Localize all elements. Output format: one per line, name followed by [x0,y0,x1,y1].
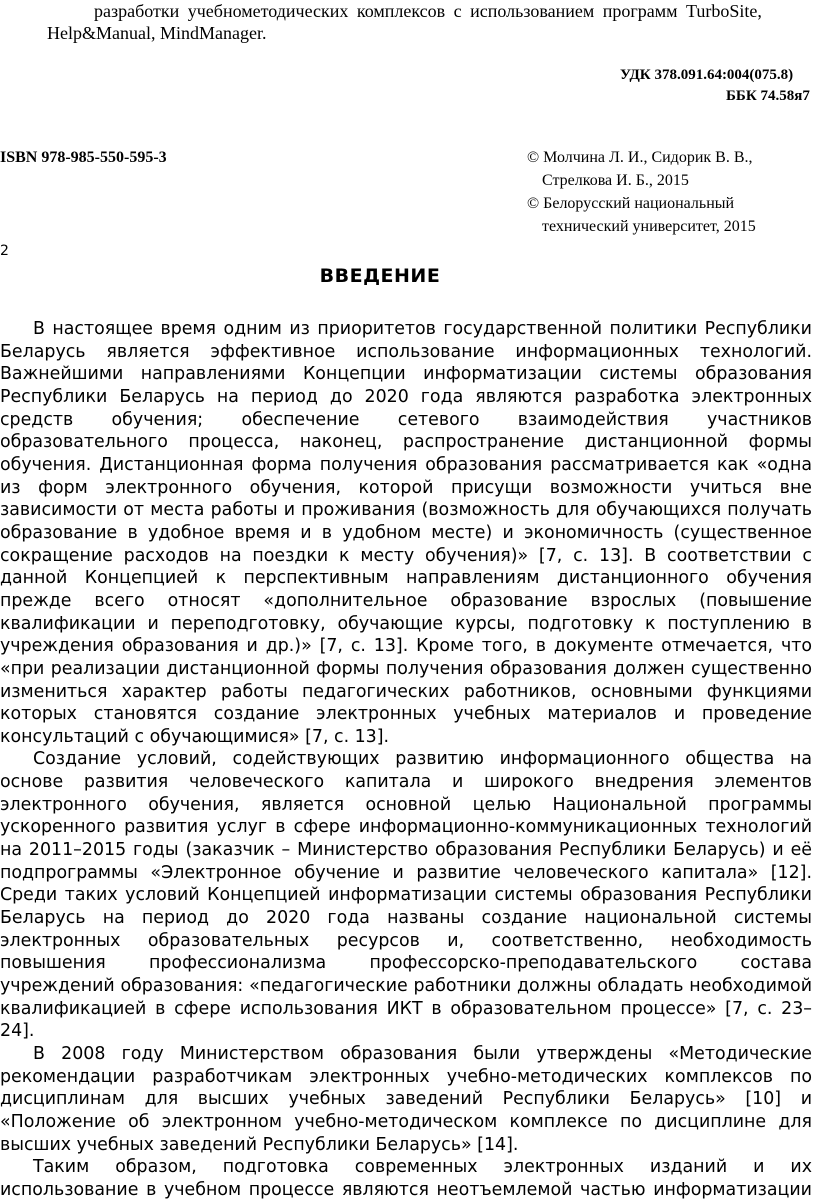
section-title: ВВЕДЕНИЕ [319,265,441,287]
intro-text-line-1: разработки учебнометодических комплексов с использованием программ TurboSite, [94,1,762,21]
paragraph-1: В настоящее время одним из приоритетов государственной политики Республики Беларусь является эффективное использование информационных технологий. Важнейшими направлениями Концепции информатизации системы образования Республики Беларусь на период до 2020 года являются разработка электронных средств обучения; обеспечение сетевого взаимодействия участников образовательного процесса, наконец, распространение дистанционной формы обучения. Дистанционная форма получения образования рассматривается как «одна из форм электронного обучения, которой присущи возможности учиться вне зависимости от места работы и проживания (возможность для обучающихся получать образование в удобное время и в удобном месте) и экономичность (существенное сокращение расходов на поездки к месту обучения)» [7, с. 13]. В соответствии с данной Концепцией к перспективным направлениям дистанционного обучения прежде всего относят «дополнительное образование взрослых (повышение квалификации и переподготовку, обучающие курсы, подготовку к поступлению в учреждения образования и др.)» [7, с. 13]. Кроме того, в документе отмечается, что «при реализации дистанционной формы получения образования должен существенно измениться характер работы педагогических работников, основными функциями которых становятся создание электронных учебных материалов и проведение консультаций с обучающимися» [7, с. 13]. [0,319,812,747]
isbn-number: ISBN 978-985-550-595-3 [0,149,167,166]
copyright-authors-line-1: © Молчина Л. И., Сидорик В. В., [527,149,753,166]
body-text [0,318,812,1202]
page-number: 2 [0,243,9,259]
paragraph-3: В 2008 году Министерством образования были утверждены «Методические рекомендации разработчикам электронных учебно-методических комплексов по дисциплинам для высших учебных заведений Республики Беларусь» [10] и «Положение об электронном учебно-методическом комплексе по дисциплине для высших учебных заведений Республики Беларусь» [14]. [0,1044,812,1155]
copyright-publisher-line-2: технический университет, 2015 [542,218,756,235]
paragraph-4: Таким образом, подготовка современных электронных изданий и их использование в учебном процессе являются неотъемлемой частью информатизации [0,1157,812,1200]
bbk-code: ББК 74.58я7 [726,88,810,104]
copyright-authors-line-2: Стрелкова И. Б., 2015 [542,172,689,189]
intro-text-line-2: Help&Manual, MindManager. [47,23,267,43]
udk-code: УДК 378.091.64:004(075.8) [620,67,794,83]
paragraph-2: Создание условий, содействующих развитию информационного общества на основе развития человеческого капитала и широкого внедрения элементов электронного обучения, является основной целью Национальной программы ускоренного развития услуг в сфере информационно-коммуникационных технологий на 2011–2015 годы (заказчик – Министерство образования Республики Беларусь) и её подпрограммы «Электронное обучение и развитие человеческого капитала» [12]. Среди таких условий Концепцией информатизации системы образования Республики Беларусь на период до 2020 года названы создание национальной системы электронных образовательных ресурсов и, соответственно, необходимость повышения профессионализма профессорско-преподавательского состава учреждений образования: «педагогические работники должны обладать необходимой квалификацией в сфере использования ИКТ в образовательном процессе» [7, с. 23–24]. [0,749,812,1042]
copyright-publisher-line-1: © Белорусский национальный [527,195,735,212]
